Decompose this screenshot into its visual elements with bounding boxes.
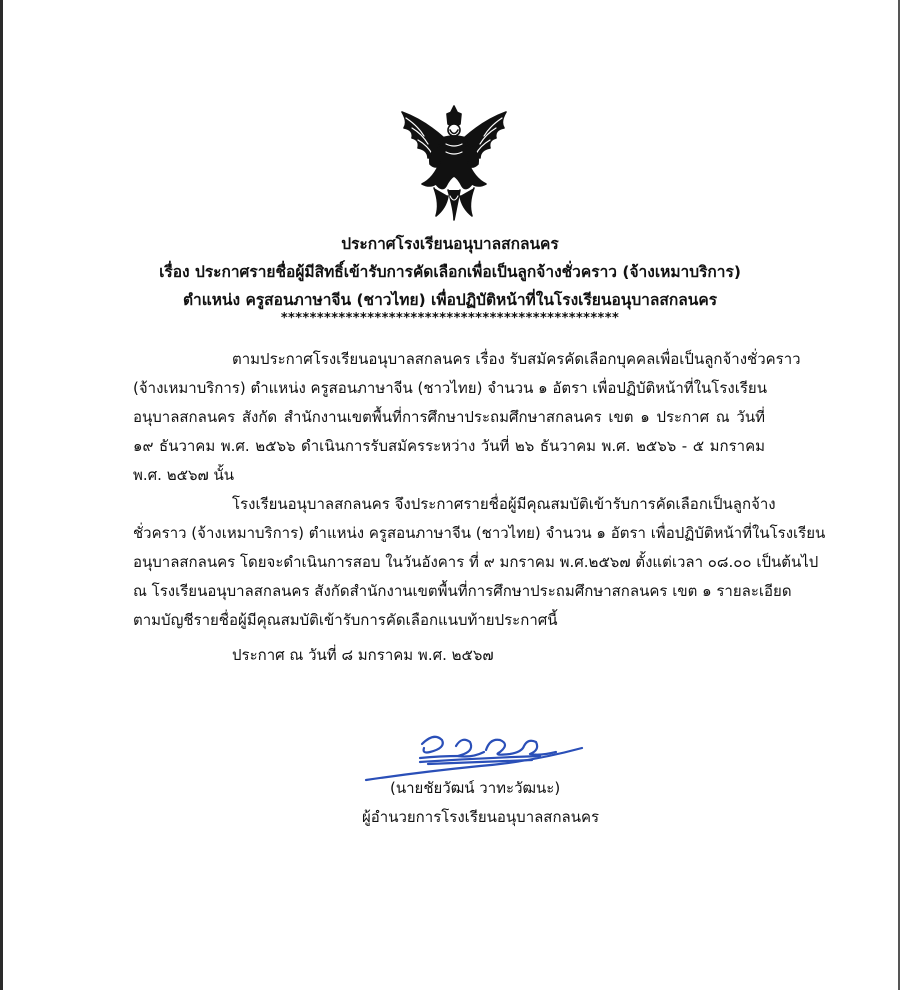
page-left-edge <box>0 0 3 990</box>
paragraph-2-line-3: อนุบาลสกลนคร โดยจะดำเนินการสอบ ในวันอังคาร ที่ ๙ มกราคม พ.ศ.๒๕๖๗ ตั้งแต่เวลา ๐๘.๐๐ เป็นต้นไป <box>133 553 819 571</box>
paragraph-2-line-2: ชั่วคราว (จ้างเหมาบริการ) ตำแหน่ง ครูสอนภาษาจีน (ชาวไทย) จำนวน ๑ อัตรา เพื่อปฏิบัติหน้าที่ในโรงเรียน <box>133 524 826 542</box>
signer-name: (นายชัยวัฒน์ วาทะวัฒนะ) <box>390 779 561 797</box>
paragraph-1-line-3: อนุบาลสกลนคร สังกัด สำนักงานเขตพื้นที่การศึกษาประถมศึกษาสกลนคร เขต ๑ ประกาศ ณ วันที่ <box>133 408 765 426</box>
paragraph-1-line-5: พ.ศ. ๒๕๖๗ นั้น <box>133 466 235 484</box>
paragraph-2-line-1: โรงเรียนอนุบาลสกลนคร จึงประกาศรายชื่อผู้มีคุณสมบัติเข้ารับการคัดเลือกเป็นลูกจ้าง <box>232 495 776 513</box>
announcement-position: ตำแหน่ง ครูสอนภาษาจีน (ชาวไทย) เพื่อปฏิบัติหน้าที่ในโรงเรียนอนุบาลสกลนคร <box>182 291 718 309</box>
separator-line: *********************************************** <box>280 311 620 326</box>
signer-title: ผู้อำนวยการโรงเรียนอนุบาลสกลนคร <box>362 808 600 826</box>
announcement-date: ประกาศ ณ วันที่ ๘ มกราคม พ.ศ. ๒๕๖๗ <box>232 646 494 664</box>
announcement-title: ประกาศโรงเรียนอนุบาลสกลนคร <box>341 235 559 253</box>
announcement-subject: เรื่อง ประกาศรายชื่อผู้มีสิทธิ์เข้ารับการคัดเลือกเพื่อเป็นลูกจ้างชั่วคราว (จ้างเหมาบริการ) <box>159 263 741 281</box>
paragraph-1-line-2: (จ้างเหมาบริการ) ตำแหน่ง ครูสอนภาษาจีน (ชาวไทย) จำนวน ๑ อัตรา เพื่อปฏิบัติหน้าที่ในโรงเรียน <box>133 379 767 397</box>
paragraph-2-line-4: ณ โรงเรียนอนุบาลสกลนคร สังกัดสำนักงานเขตพื้นที่การศึกษาประถมศึกษาสกลนคร เขต ๑ รายละเอียด <box>133 582 792 600</box>
paragraph-1-line-1: ตามประกาศโรงเรียนอนุบาลสกลนคร เรื่อง รับสมัครคัดเลือกบุคคลเพื่อเป็นลูกจ้างชั่วคราว <box>232 350 801 368</box>
paragraph-2-line-5: ตามบัญชีรายชื่อผู้มีคุณสมบัติเข้ารับการคัดเลือกแนบท้ายประกาศนี้ <box>133 611 558 629</box>
paragraph-1-line-4: ๑๙ ธันวาคม พ.ศ. ๒๕๖๖ ดำเนินการรับสมัครระหว่าง วันที่ ๒๖ ธันวาคม พ.ศ. ๒๕๖๖ - ๕ มกราคม <box>133 437 765 455</box>
garuda-emblem-icon <box>384 100 524 224</box>
